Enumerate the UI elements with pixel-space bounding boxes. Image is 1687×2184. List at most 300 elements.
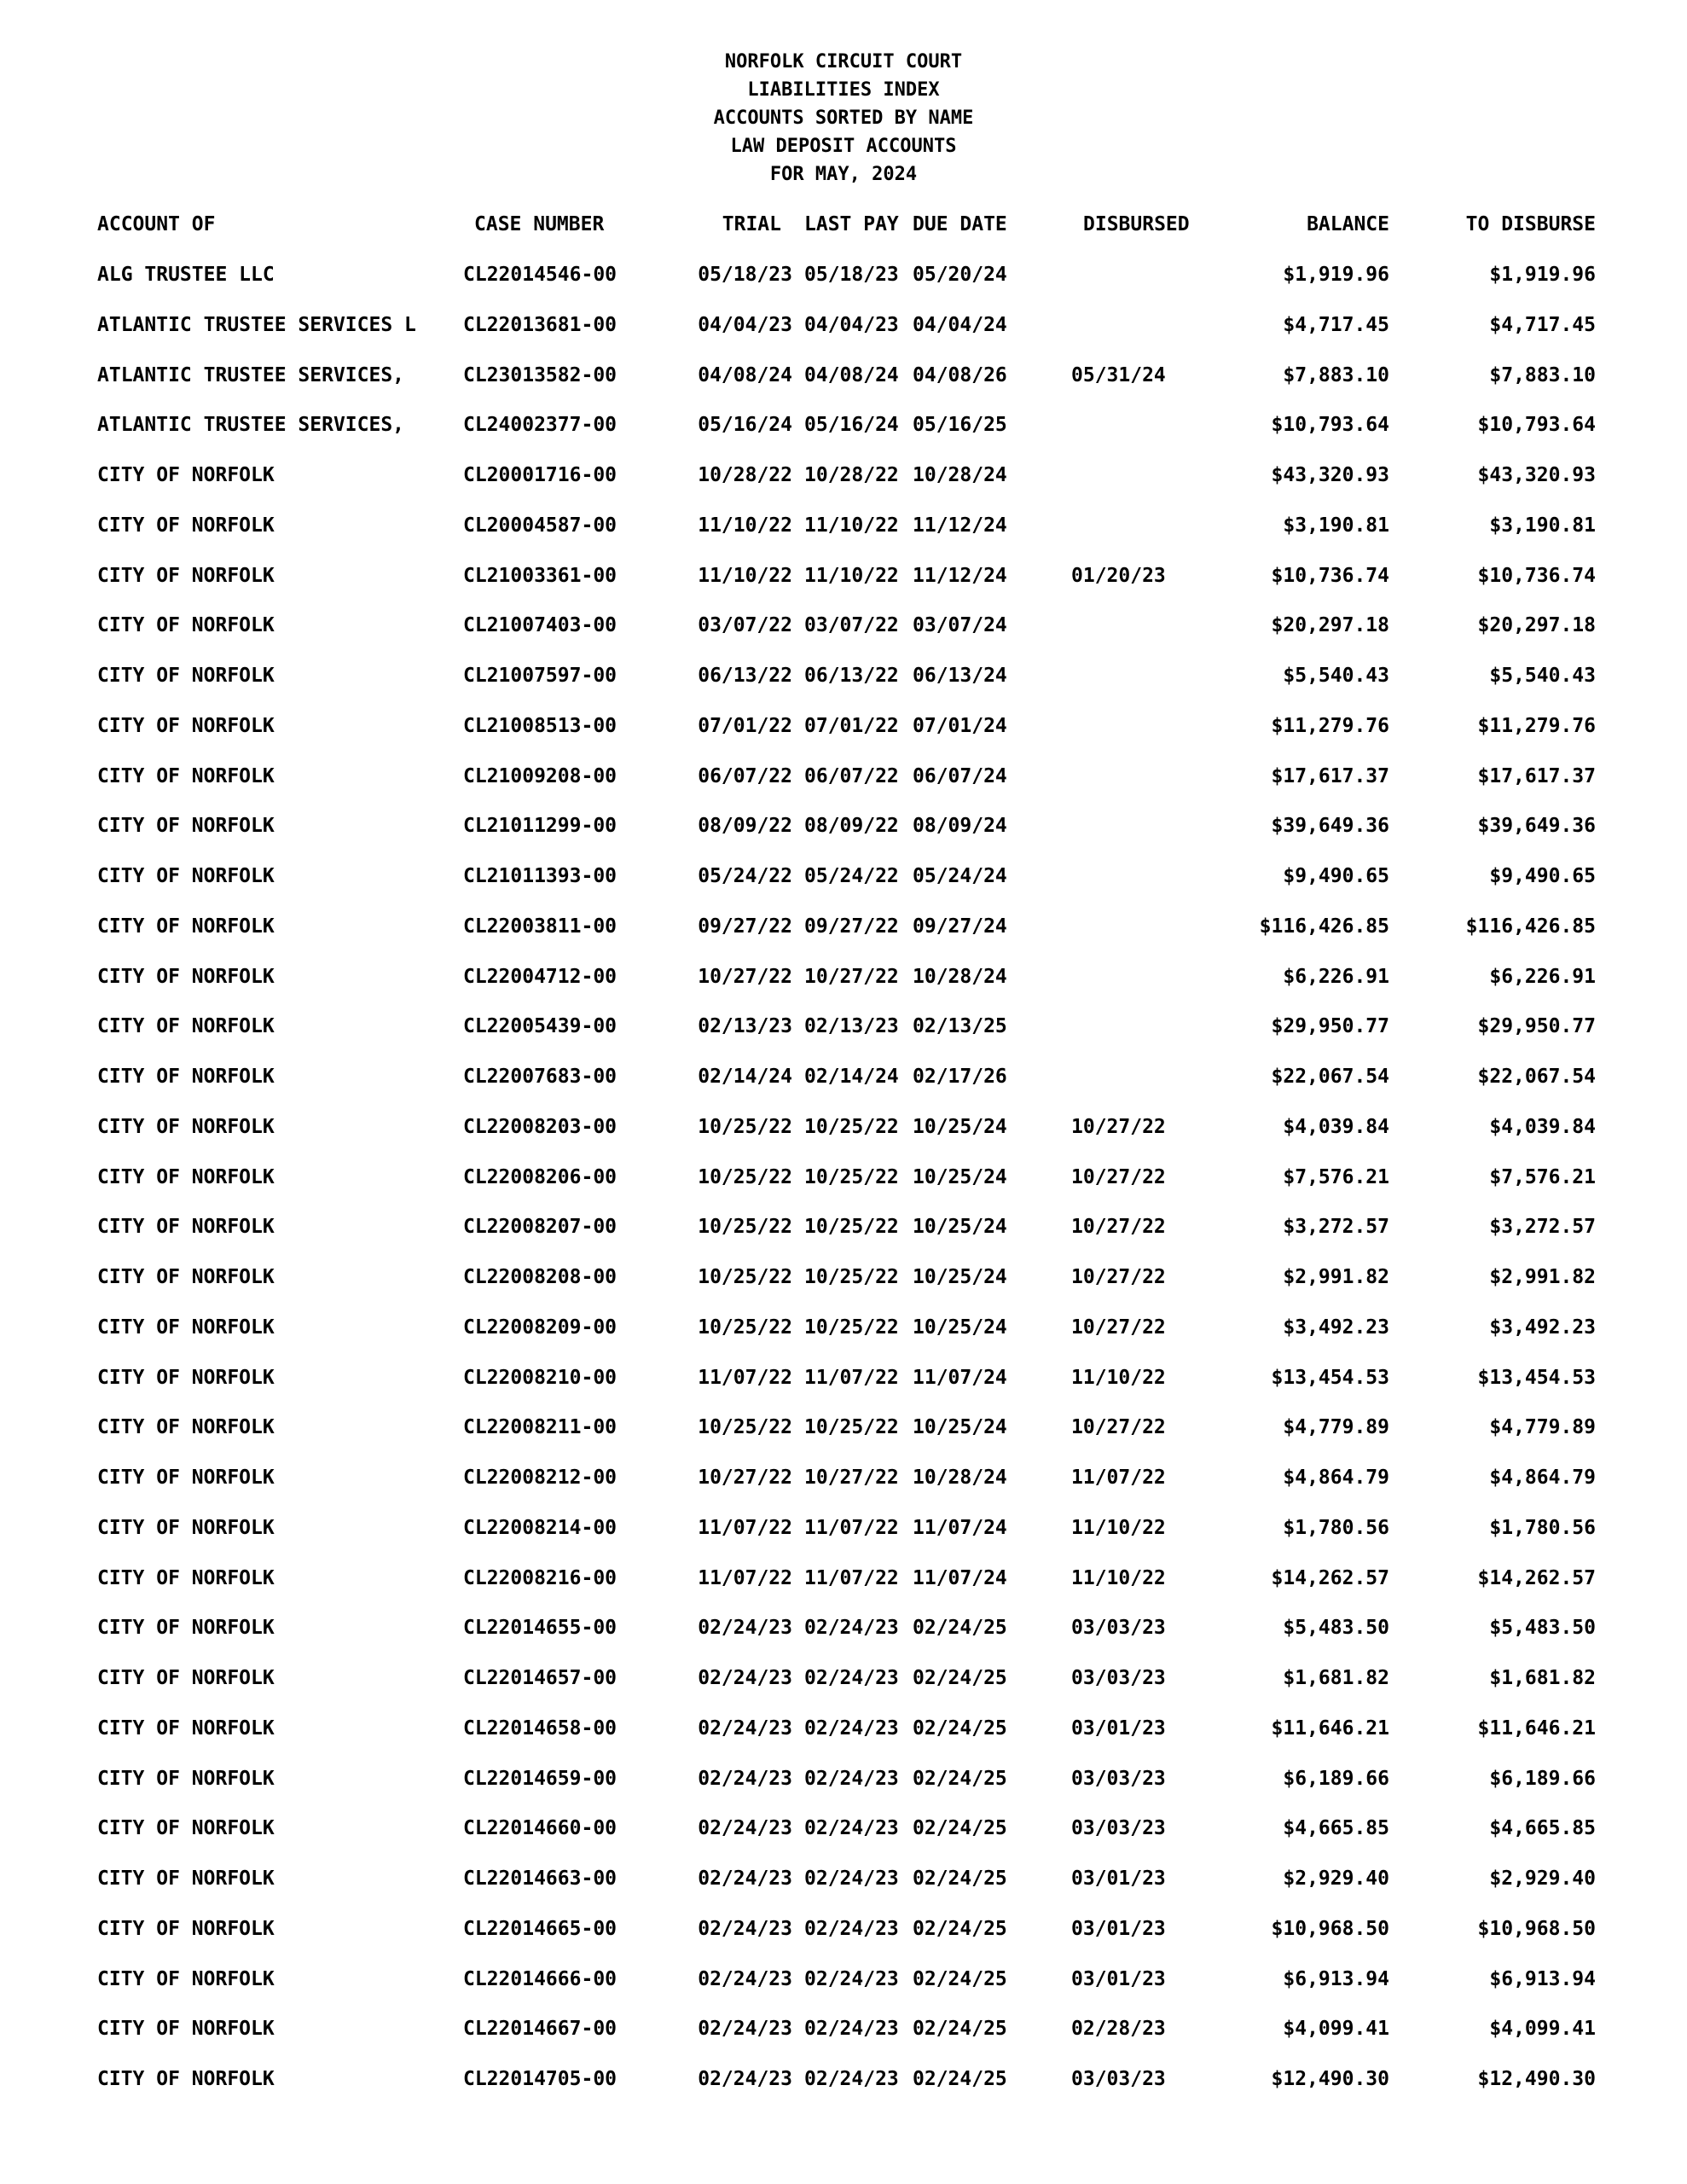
balance-cell: $1,919.96 (1283, 264, 1389, 286)
table-row (0, 1862, 1687, 1896)
disbursed-date-cell: 10/27/22 (1071, 1216, 1166, 1239)
trial-date-cell: 02/24/23 (698, 1617, 792, 1640)
table-row (0, 2062, 1687, 2096)
account-cell: CITY OF NORFOLK (97, 1917, 275, 1940)
trial-date-cell: 06/07/22 (698, 764, 792, 787)
last-pay-date-cell: 10/25/22 (804, 1216, 899, 1239)
trial-date-cell: 04/04/23 (698, 313, 792, 336)
trial-date-cell: 02/24/23 (698, 1917, 792, 1940)
balance-cell: $10,736.74 (1271, 564, 1389, 587)
disbursed-date-cell: 10/27/22 (1071, 1266, 1166, 1288)
last-pay-date-cell: 10/27/22 (804, 1467, 899, 1489)
column-header-last-pay: LAST PAY (804, 213, 899, 235)
to-disburse-cell: $6,189.66 (1489, 1767, 1596, 1790)
disbursed-date-cell: 11/07/22 (1071, 1467, 1166, 1489)
account-cell: CITY OF NORFOLK (97, 1817, 275, 1840)
last-pay-date-cell: 10/25/22 (804, 1416, 899, 1439)
report-title-court: NORFOLK CIRCUIT COURT (724, 51, 963, 73)
due-date-cell: 10/28/24 (913, 464, 1007, 486)
last-pay-date-cell: 02/24/23 (804, 1617, 899, 1640)
to-disburse-cell: $17,617.37 (1477, 764, 1596, 787)
balance-cell: $11,646.21 (1271, 1716, 1389, 1740)
account-cell: CITY OF NORFOLK (97, 1867, 275, 1890)
due-date-cell: 11/07/24 (913, 1366, 1007, 1389)
table-row (0, 1110, 1687, 1144)
due-date-cell: 02/24/25 (913, 2018, 1007, 2041)
balance-cell: $20,297.18 (1271, 614, 1389, 637)
balance-cell: $10,793.64 (1271, 414, 1389, 437)
trial-date-cell: 10/25/22 (698, 1416, 792, 1439)
table-row (0, 809, 1687, 843)
case-number-cell: CL22008211-00 (463, 1416, 617, 1439)
table-row (0, 608, 1687, 642)
column-header-due-date: DUE DATE (913, 213, 1007, 235)
case-number-cell: CL22008212-00 (463, 1467, 617, 1489)
to-disburse-cell: $3,272.57 (1489, 1216, 1596, 1239)
case-number-cell: CL21011299-00 (463, 815, 617, 838)
table-row (0, 709, 1687, 743)
balance-cell: $4,779.89 (1283, 1416, 1389, 1439)
case-number-cell: CL22014658-00 (463, 1716, 617, 1740)
account-cell: ATLANTIC TRUSTEE SERVICES L (97, 313, 416, 336)
balance-cell: $3,492.23 (1283, 1316, 1389, 1339)
last-pay-date-cell: 10/27/22 (804, 965, 899, 988)
trial-date-cell: 05/16/24 (698, 414, 792, 437)
disbursed-date-cell: 02/28/23 (1071, 2018, 1166, 2041)
table-row (0, 358, 1687, 392)
case-number-cell: CL21007597-00 (463, 665, 617, 687)
disbursed-date-cell: 01/20/23 (1071, 564, 1166, 587)
table-row (0, 1561, 1687, 1595)
table-row (0, 909, 1687, 944)
trial-date-cell: 11/10/22 (698, 514, 792, 537)
to-disburse-cell: $10,793.64 (1477, 414, 1596, 437)
due-date-cell: 02/24/25 (913, 2068, 1007, 2090)
balance-cell: $6,189.66 (1283, 1767, 1389, 1790)
to-disburse-cell: $4,779.89 (1489, 1416, 1596, 1439)
table-row (0, 2012, 1687, 2046)
case-number-cell: CL22003811-00 (463, 915, 617, 938)
account-cell: CITY OF NORFOLK (97, 464, 275, 486)
last-pay-date-cell: 02/24/23 (804, 2068, 899, 2090)
table-row (0, 1962, 1687, 1996)
due-date-cell: 10/25/24 (913, 1165, 1007, 1188)
case-number-cell: CL21011393-00 (463, 865, 617, 887)
table-row (0, 408, 1687, 442)
case-number-cell: CL21008513-00 (463, 714, 617, 737)
last-pay-date-cell: 02/24/23 (804, 1716, 899, 1740)
trial-date-cell: 06/13/22 (698, 665, 792, 687)
to-disburse-cell: $29,950.77 (1477, 1015, 1596, 1038)
account-cell: CITY OF NORFOLK (97, 714, 275, 737)
table-row (0, 1009, 1687, 1043)
balance-cell: $4,099.41 (1283, 2018, 1389, 2041)
account-cell: CITY OF NORFOLK (97, 665, 275, 687)
case-number-cell: CL22014663-00 (463, 1867, 617, 1890)
table-row (0, 1912, 1687, 1946)
balance-cell: $9,490.65 (1283, 865, 1389, 887)
balance-cell: $3,272.57 (1283, 1216, 1389, 1239)
trial-date-cell: 04/08/24 (698, 363, 792, 386)
case-number-cell: CL21009208-00 (463, 764, 617, 787)
due-date-cell: 02/24/25 (913, 1867, 1007, 1890)
column-header-to-disburse: TO DISBURSE (1465, 213, 1596, 235)
table-row (0, 1361, 1687, 1395)
trial-date-cell: 08/09/22 (698, 815, 792, 838)
to-disburse-cell: $3,190.81 (1489, 514, 1596, 537)
to-disburse-cell: $14,262.57 (1477, 1566, 1596, 1589)
balance-cell: $12,490.30 (1271, 2068, 1389, 2090)
to-disburse-cell: $10,736.74 (1477, 564, 1596, 587)
table-row (0, 1811, 1687, 1845)
account-cell: CITY OF NORFOLK (97, 865, 275, 887)
account-cell: CITY OF NORFOLK (97, 1165, 275, 1188)
to-disburse-cell: $1,919.96 (1489, 264, 1596, 286)
last-pay-date-cell: 02/24/23 (804, 2018, 899, 2041)
to-disburse-cell: $5,540.43 (1489, 665, 1596, 687)
table-row (0, 1762, 1687, 1796)
trial-date-cell: 02/13/23 (698, 1015, 792, 1038)
due-date-cell: 02/13/25 (913, 1015, 1007, 1038)
balance-cell: $6,226.91 (1283, 965, 1389, 988)
trial-date-cell: 10/25/22 (698, 1266, 792, 1288)
due-date-cell: 11/07/24 (913, 1566, 1007, 1589)
table-row (0, 458, 1687, 492)
due-date-cell: 09/27/24 (913, 915, 1007, 938)
report-title-sort: ACCOUNTS SORTED BY NAME (713, 107, 974, 129)
due-date-cell: 11/12/24 (913, 564, 1007, 587)
trial-date-cell: 10/25/22 (698, 1216, 792, 1239)
to-disburse-cell: $43,320.93 (1477, 464, 1596, 486)
due-date-cell: 06/07/24 (913, 764, 1007, 787)
disbursed-date-cell: 11/10/22 (1071, 1366, 1166, 1389)
account-cell: CITY OF NORFOLK (97, 1967, 275, 1990)
trial-date-cell: 10/25/22 (698, 1316, 792, 1339)
case-number-cell: CL22014705-00 (463, 2068, 617, 2090)
trial-date-cell: 11/07/22 (698, 1566, 792, 1589)
case-number-cell: CL22008214-00 (463, 1516, 617, 1539)
case-number-cell: CL24002377-00 (463, 414, 617, 437)
last-pay-date-cell: 02/13/23 (804, 1015, 899, 1038)
account-cell: CITY OF NORFOLK (97, 1516, 275, 1539)
case-number-cell: CL22014659-00 (463, 1767, 617, 1790)
balance-cell: $17,617.37 (1271, 764, 1389, 787)
column-header-case-number: CASE NUMBER (474, 213, 605, 235)
last-pay-date-cell: 05/24/22 (804, 865, 899, 887)
last-pay-date-cell: 06/07/22 (804, 764, 899, 787)
balance-cell: $5,540.43 (1283, 665, 1389, 687)
last-pay-date-cell: 04/04/23 (804, 313, 899, 336)
due-date-cell: 08/09/24 (913, 815, 1007, 838)
case-number-cell: CL22008209-00 (463, 1316, 617, 1339)
balance-cell: $1,780.56 (1283, 1516, 1389, 1539)
due-date-cell: 10/25/24 (913, 1115, 1007, 1138)
balance-cell: $4,039.84 (1283, 1115, 1389, 1138)
due-date-cell: 02/24/25 (913, 1617, 1007, 1640)
disbursed-date-cell: 03/03/23 (1071, 1817, 1166, 1840)
balance-cell: $39,649.36 (1271, 815, 1389, 838)
to-disburse-cell: $4,864.79 (1489, 1467, 1596, 1489)
last-pay-date-cell: 02/24/23 (804, 1967, 899, 1990)
balance-cell: $4,665.85 (1283, 1817, 1389, 1840)
balance-cell: $7,883.10 (1283, 363, 1389, 386)
trial-date-cell: 11/07/22 (698, 1516, 792, 1539)
case-number-cell: CL20004587-00 (463, 514, 617, 537)
to-disburse-cell: $3,492.23 (1489, 1316, 1596, 1339)
to-disburse-cell: $6,226.91 (1489, 965, 1596, 988)
last-pay-date-cell: 10/25/22 (804, 1266, 899, 1288)
to-disburse-cell: $7,576.21 (1489, 1165, 1596, 1188)
to-disburse-cell: $2,929.40 (1489, 1867, 1596, 1890)
account-cell: CITY OF NORFOLK (97, 815, 275, 838)
due-date-cell: 02/24/25 (913, 1817, 1007, 1840)
last-pay-date-cell: 11/07/22 (804, 1566, 899, 1589)
account-cell: ATLANTIC TRUSTEE SERVICES, (97, 363, 405, 386)
disbursed-date-cell: 03/01/23 (1071, 1967, 1166, 1990)
account-cell: CITY OF NORFOLK (97, 1416, 275, 1439)
trial-date-cell: 02/24/23 (698, 1967, 792, 1990)
to-disburse-cell: $7,883.10 (1489, 363, 1596, 386)
due-date-cell: 10/28/24 (913, 1467, 1007, 1489)
to-disburse-cell: $22,067.54 (1477, 1066, 1596, 1088)
account-cell: CITY OF NORFOLK (97, 2018, 275, 2041)
trial-date-cell: 05/18/23 (698, 264, 792, 286)
trial-date-cell: 02/24/23 (698, 1716, 792, 1740)
account-cell: CITY OF NORFOLK (97, 1216, 275, 1239)
trial-date-cell: 11/07/22 (698, 1366, 792, 1389)
last-pay-date-cell: 02/24/23 (804, 1667, 899, 1689)
last-pay-date-cell: 10/25/22 (804, 1115, 899, 1138)
last-pay-date-cell: 05/18/23 (804, 264, 899, 286)
disbursed-date-cell: 11/10/22 (1071, 1566, 1166, 1589)
case-number-cell: CL21007403-00 (463, 614, 617, 637)
trial-date-cell: 02/24/23 (698, 1667, 792, 1689)
balance-cell: $5,483.50 (1283, 1617, 1389, 1640)
table-row (0, 559, 1687, 593)
trial-date-cell: 10/25/22 (698, 1165, 792, 1188)
case-number-cell: CL22014655-00 (463, 1617, 617, 1640)
due-date-cell: 10/25/24 (913, 1416, 1007, 1439)
balance-cell: $29,950.77 (1271, 1015, 1389, 1038)
case-number-cell: CL22008216-00 (463, 1566, 617, 1589)
table-row (0, 1260, 1687, 1294)
table-row (0, 1410, 1687, 1444)
trial-date-cell: 10/27/22 (698, 1467, 792, 1489)
account-cell: CITY OF NORFOLK (97, 1316, 275, 1339)
last-pay-date-cell: 09/27/22 (804, 915, 899, 938)
case-number-cell: CL20001716-00 (463, 464, 617, 486)
last-pay-date-cell: 10/25/22 (804, 1316, 899, 1339)
due-date-cell: 04/08/26 (913, 363, 1007, 386)
balance-cell: $13,454.53 (1271, 1366, 1389, 1389)
due-date-cell: 02/24/25 (913, 1716, 1007, 1740)
trial-date-cell: 02/24/23 (698, 1817, 792, 1840)
last-pay-date-cell: 11/10/22 (804, 564, 899, 587)
last-pay-date-cell: 02/24/23 (804, 1767, 899, 1790)
to-disburse-cell: $39,649.36 (1477, 815, 1596, 838)
account-cell: CITY OF NORFOLK (97, 1667, 275, 1689)
last-pay-date-cell: 07/01/22 (804, 714, 899, 737)
balance-cell: $4,717.45 (1283, 313, 1389, 336)
trial-date-cell: 03/07/22 (698, 614, 792, 637)
table-row (0, 1310, 1687, 1345)
to-disburse-cell: $20,297.18 (1477, 614, 1596, 637)
table-row (0, 1210, 1687, 1244)
last-pay-date-cell: 11/10/22 (804, 514, 899, 537)
balance-cell: $116,426.85 (1259, 915, 1389, 938)
to-disburse-cell: $1,681.82 (1489, 1667, 1596, 1689)
due-date-cell: 02/24/25 (913, 1767, 1007, 1790)
last-pay-date-cell: 08/09/22 (804, 815, 899, 838)
trial-date-cell: 10/25/22 (698, 1115, 792, 1138)
last-pay-date-cell: 10/25/22 (804, 1165, 899, 1188)
to-disburse-cell: $4,717.45 (1489, 313, 1596, 336)
case-number-cell: CL22005439-00 (463, 1015, 617, 1038)
last-pay-date-cell: 02/24/23 (804, 1867, 899, 1890)
balance-cell: $4,864.79 (1283, 1467, 1389, 1489)
last-pay-date-cell: 02/24/23 (804, 1917, 899, 1940)
last-pay-date-cell: 10/28/22 (804, 464, 899, 486)
table-row (0, 659, 1687, 693)
table-row (0, 1060, 1687, 1094)
case-number-cell: CL22013681-00 (463, 313, 617, 336)
trial-date-cell: 10/27/22 (698, 965, 792, 988)
disbursed-date-cell: 05/31/24 (1071, 363, 1166, 386)
table-row (0, 308, 1687, 342)
trial-date-cell: 02/24/23 (698, 2018, 792, 2041)
report-header (0, 48, 1687, 189)
balance-cell: $2,929.40 (1283, 1867, 1389, 1890)
account-cell: CITY OF NORFOLK (97, 1566, 275, 1589)
case-number-cell: CL21003361-00 (463, 564, 617, 587)
to-disburse-cell: $9,490.65 (1489, 865, 1596, 887)
account-cell: CITY OF NORFOLK (97, 764, 275, 787)
account-cell: CITY OF NORFOLK (97, 514, 275, 537)
to-disburse-cell: $13,454.53 (1477, 1366, 1596, 1389)
balance-cell: $10,968.50 (1271, 1917, 1389, 1940)
account-cell: CITY OF NORFOLK (97, 564, 275, 587)
due-date-cell: 06/13/24 (913, 665, 1007, 687)
disbursed-date-cell: 10/27/22 (1071, 1165, 1166, 1188)
table-row (0, 1611, 1687, 1645)
table-row (0, 1661, 1687, 1695)
account-cell: CITY OF NORFOLK (97, 2068, 275, 2090)
due-date-cell: 02/24/25 (913, 1967, 1007, 1990)
balance-cell: $7,576.21 (1283, 1165, 1389, 1188)
due-date-cell: 11/07/24 (913, 1516, 1007, 1539)
last-pay-date-cell: 02/14/24 (804, 1066, 899, 1088)
to-disburse-cell: $11,279.76 (1477, 714, 1596, 737)
case-number-cell: CL22008208-00 (463, 1266, 617, 1288)
case-number-cell: CL22004712-00 (463, 965, 617, 988)
trial-date-cell: 02/24/23 (698, 2068, 792, 2090)
account-cell: CITY OF NORFOLK (97, 915, 275, 938)
disbursed-date-cell: 10/27/22 (1071, 1416, 1166, 1439)
case-number-cell: CL22014665-00 (463, 1917, 617, 1940)
to-disburse-cell: $10,968.50 (1477, 1917, 1596, 1940)
due-date-cell: 02/24/25 (913, 1667, 1007, 1689)
trial-date-cell: 07/01/22 (698, 714, 792, 737)
disbursed-date-cell: 03/03/23 (1071, 1667, 1166, 1689)
account-cell: CITY OF NORFOLK (97, 1767, 275, 1790)
to-disburse-cell: $4,039.84 (1489, 1115, 1596, 1138)
account-cell: CITY OF NORFOLK (97, 1266, 275, 1288)
due-date-cell: 10/28/24 (913, 965, 1007, 988)
case-number-cell: CL22014546-00 (463, 264, 617, 286)
disbursed-date-cell: 03/01/23 (1071, 1917, 1166, 1940)
balance-cell: $22,067.54 (1271, 1066, 1389, 1088)
account-cell: ALG TRUSTEE LLC (97, 264, 275, 286)
table-row (0, 1711, 1687, 1745)
to-disburse-cell: $12,490.30 (1477, 2068, 1596, 2090)
account-cell: CITY OF NORFOLK (97, 1467, 275, 1489)
account-cell: CITY OF NORFOLK (97, 1617, 275, 1640)
to-disburse-cell: $2,991.82 (1489, 1266, 1596, 1288)
account-cell: CITY OF NORFOLK (97, 1015, 275, 1038)
table-row (0, 508, 1687, 543)
to-disburse-cell: $1,780.56 (1489, 1516, 1596, 1539)
case-number-cell: CL22014666-00 (463, 1967, 617, 1990)
balance-cell: $11,279.76 (1271, 714, 1389, 737)
due-date-cell: 02/24/25 (913, 1917, 1007, 1940)
to-disburse-cell: $5,483.50 (1489, 1617, 1596, 1640)
balance-cell: $2,991.82 (1283, 1266, 1389, 1288)
case-number-cell: CL22008203-00 (463, 1115, 617, 1138)
due-date-cell: 10/25/24 (913, 1266, 1007, 1288)
account-cell: CITY OF NORFOLK (97, 965, 275, 988)
disbursed-date-cell: 03/01/23 (1071, 1716, 1166, 1740)
balance-cell: $14,262.57 (1271, 1566, 1389, 1589)
column-header-disbursed: DISBURSED (1083, 213, 1190, 235)
account-cell: CITY OF NORFOLK (97, 1716, 275, 1740)
due-date-cell: 05/16/25 (913, 414, 1007, 437)
due-date-cell: 10/25/24 (913, 1216, 1007, 1239)
column-header-trial: TRIAL (722, 213, 781, 235)
last-pay-date-cell: 02/24/23 (804, 1817, 899, 1840)
balance-cell: $6,913.94 (1283, 1967, 1389, 1990)
balance-cell: $43,320.93 (1271, 464, 1389, 486)
case-number-cell: CL22008207-00 (463, 1216, 617, 1239)
disbursed-date-cell: 03/03/23 (1071, 1767, 1166, 1790)
due-date-cell: 05/24/24 (913, 865, 1007, 887)
disbursed-date-cell: 03/03/23 (1071, 2068, 1166, 2090)
account-cell: CITY OF NORFOLK (97, 614, 275, 637)
to-disburse-cell: $4,099.41 (1489, 2018, 1596, 2041)
to-disburse-cell: $4,665.85 (1489, 1817, 1596, 1840)
case-number-cell: CL22008206-00 (463, 1165, 617, 1188)
table-row (0, 960, 1687, 994)
last-pay-date-cell: 05/16/24 (804, 414, 899, 437)
last-pay-date-cell: 04/08/24 (804, 363, 899, 386)
trial-date-cell: 02/14/24 (698, 1066, 792, 1088)
trial-date-cell: 09/27/22 (698, 915, 792, 938)
last-pay-date-cell: 03/07/22 (804, 614, 899, 637)
column-header-account-of: ACCOUNT OF (97, 213, 216, 235)
trial-date-cell: 05/24/22 (698, 865, 792, 887)
balance-cell: $1,681.82 (1283, 1667, 1389, 1689)
to-disburse-cell: $6,913.94 (1489, 1967, 1596, 1990)
last-pay-date-cell: 11/07/22 (804, 1366, 899, 1389)
case-number-cell: CL22014660-00 (463, 1817, 617, 1840)
balance-cell: $3,190.81 (1283, 514, 1389, 537)
column-header-balance: BALANCE (1307, 213, 1389, 235)
account-cell: CITY OF NORFOLK (97, 1115, 275, 1138)
due-date-cell: 02/17/26 (913, 1066, 1007, 1088)
account-cell: ATLANTIC TRUSTEE SERVICES, (97, 414, 405, 437)
trial-date-cell: 02/24/23 (698, 1767, 792, 1790)
trial-date-cell: 02/24/23 (698, 1867, 792, 1890)
disbursed-date-cell: 10/27/22 (1071, 1316, 1166, 1339)
